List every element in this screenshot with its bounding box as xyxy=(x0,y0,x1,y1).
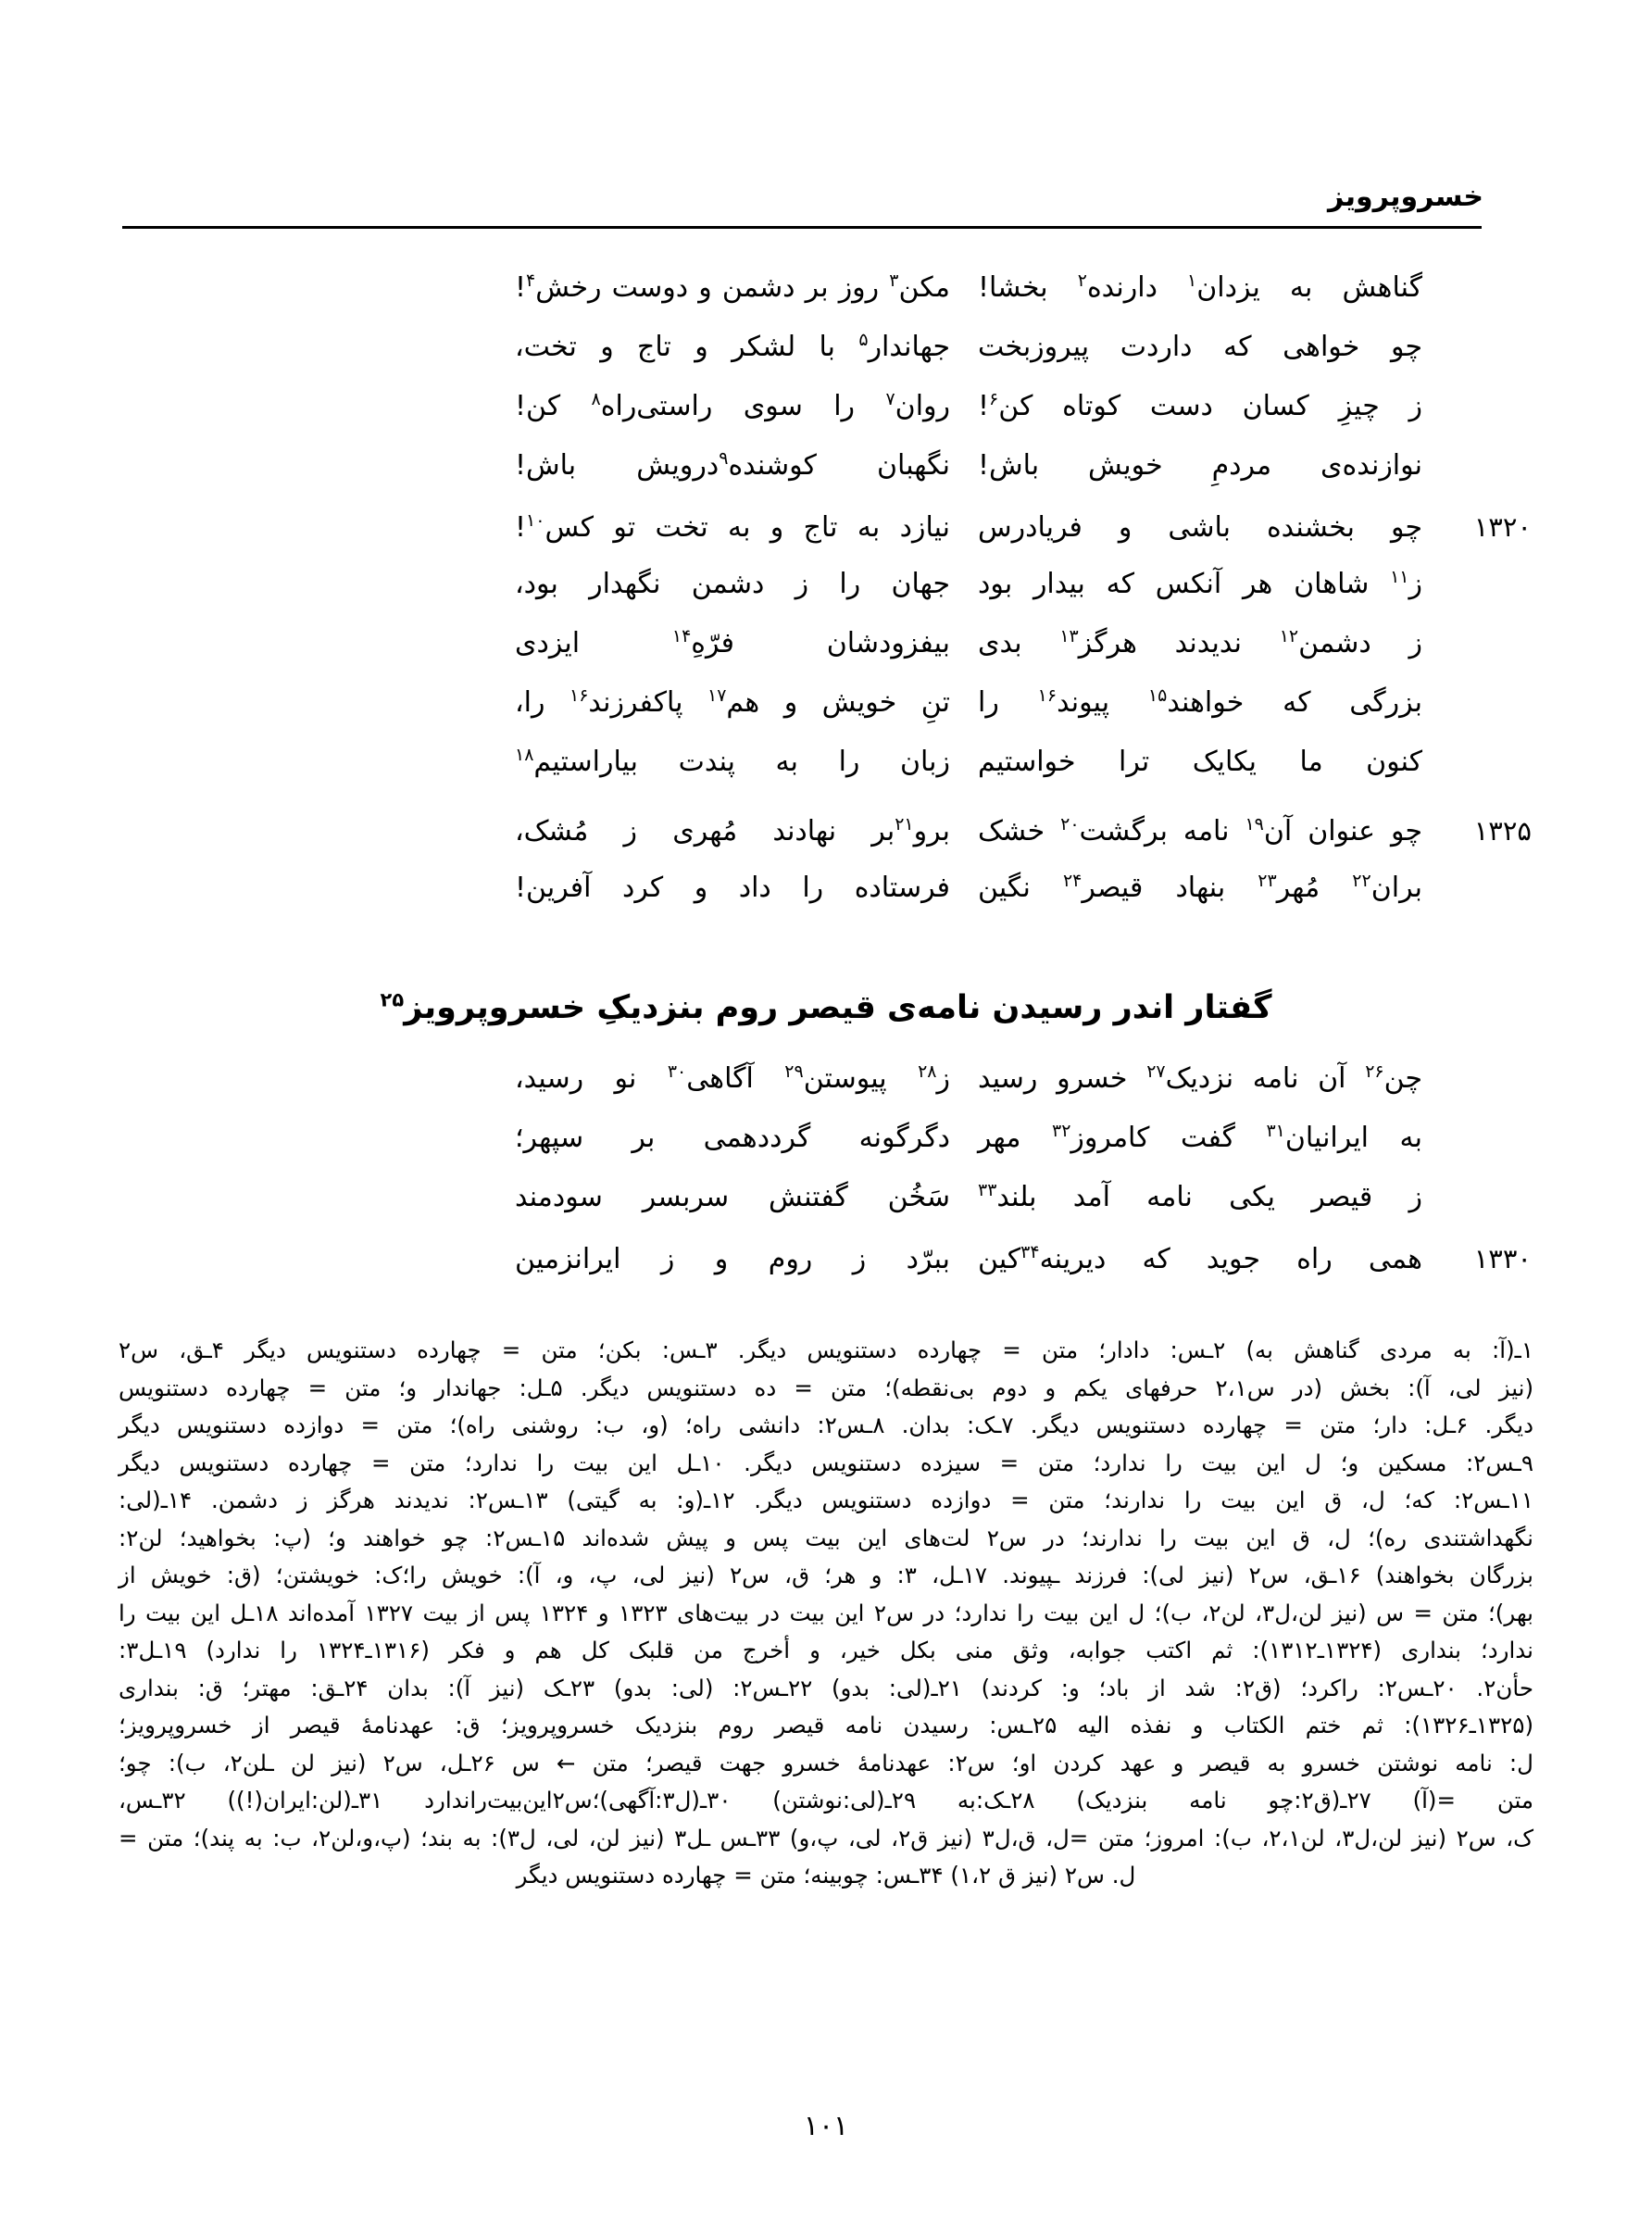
hemistich-first: ز قیصر یکی نامه آمد بلند$^{۳۳}$ xyxy=(978,1180,1422,1213)
hemistich-second: بیفزودشان فرّهِ$^{۱۴}$ ایزدی xyxy=(515,626,950,659)
note-marker: ۵ xyxy=(858,330,869,350)
hemistich-first: چو عنوان آن$^{۱۹}$ نامه برگشت$^{۲۰}$ خشک xyxy=(978,814,1422,847)
note-marker: ۲۳ xyxy=(1258,871,1277,891)
hemistich-second: روان$^۷$ را سوی راستی‌راه$^۸$ کن! xyxy=(515,389,950,422)
note-marker: ۱۲ xyxy=(1279,626,1299,646)
note-marker: ۳۰ xyxy=(667,1061,687,1082)
apparatus-line: دیگر. ۶ـل: دار؛ متن = چهارده دستنویس دیگر. ۷ـک: بدان. ۸ـس۲: دانشی راه؛ (و، ب: روشنی راه)؛ متن = دوازده دستنویس دیگر xyxy=(119,1412,1534,1438)
running-head-rule xyxy=(122,226,1482,229)
verse-couplet xyxy=(120,685,1532,748)
hemistich-second: تنِ خویش و هم$^{۱۷}$ پاکفرزند$^{۱۶}$ را، xyxy=(515,685,950,719)
hemistich-second: زبان را به پندت بیاراستیم$^{۱۸}$ xyxy=(515,745,950,778)
apparatus-line: ۹ـس۲: مسکین و؛ ل این بیت را ندارد؛ متن = سیزده دستنویس دیگر. ۱۰ـل این بیت را ندارد؛ متن = چهارده دستنویس دیگر xyxy=(119,1449,1533,1476)
hemistich-second: دگرگونه گرددهمی بر سپهر؛ xyxy=(515,1122,950,1154)
verse-couplet xyxy=(120,1243,1532,1302)
hemistich-second: نیازد به تاج و به تخت تو کس$^{۱۰}$! xyxy=(515,510,950,544)
note-marker: ۳۳ xyxy=(978,1180,997,1200)
note-marker: ۲۹ xyxy=(784,1061,804,1082)
hemistich-first: بران$^{۲۲}$ مُهر$^{۲۳}$ بنهاد قیصر$^{۲۴}$ نگین xyxy=(978,871,1422,904)
apparatus-line: ندارد؛ بنداری (۱۳۲۴ـ۱۳۱۲): ثم اکتب جوابه، وثق منی بکل خیر، و أخرج من قلبک کل هم و فکر (۱۳۱۶ـ۱۳۲۴ را ندارد) ۱۹ـل۳: xyxy=(119,1637,1533,1663)
hemistich-first: همی راه جوید که دیرینه$^{۳۴}$کین xyxy=(978,1242,1422,1275)
verse-couplet xyxy=(120,567,1532,630)
note-marker: ۳۴ xyxy=(1020,1242,1040,1262)
hemistich-second: فرستاده را داد و کرد آفرین! xyxy=(515,872,950,904)
verse-couplet xyxy=(120,330,1532,393)
verse-couplet xyxy=(120,511,1532,571)
hemistich-second: جهان را ز دشمن نگهدار بود، xyxy=(515,568,950,600)
running-head xyxy=(120,182,1532,237)
hemistich-first: کنون ما یکایک ترا خواستیم xyxy=(978,746,1422,778)
section-heading-note: ۲۵ xyxy=(380,988,405,1011)
verse-couplet xyxy=(120,745,1532,808)
verse-couplet xyxy=(120,1061,1532,1124)
hemistich-first: ز چیزِ کسان دست کوتاه کن$^۶$! xyxy=(978,389,1422,422)
apparatus-criticus xyxy=(119,1332,1533,1895)
note-marker: ۲۷ xyxy=(1146,1061,1166,1082)
note-marker: ۱۴ xyxy=(671,626,692,646)
apparatus-line: متن =(آ) ۲۷ـ(ق۲:چو نامه بنزدیک) ۲۸ـک:به ۲۹ـ(لی:نوشتن) ۳۰ـ(ل۳:آگهی)؛س۲این‌بیت‌راندارد ۳۱ـ(لن:ایران(!)) ۳۲ـس، xyxy=(119,1787,1533,1814)
verse-block-1 xyxy=(120,270,1532,808)
verse-couplet xyxy=(120,815,1532,874)
note-marker: ۲۴ xyxy=(1062,871,1083,891)
note-marker: ۴ xyxy=(526,270,536,291)
apparatus-line: بزرگان بخواهند) ۱۶ـق، س۲ (نیز لی): فرزند ـپیوند. ۱۷ـل، ۳: و هر؛ ق، س۲ (نیز لی، پ، و، آ): خویش را؛ک: خویشتن؛ (ق: خویش از xyxy=(119,1562,1533,1588)
note-marker: ۲۶ xyxy=(1365,1061,1384,1082)
hemistich-second: نگهبان کوشنده$^۹$درویش باش! xyxy=(515,448,950,482)
verse-couplet xyxy=(120,1121,1532,1184)
apparatus-line: نگهداشتندی ره)؛ ل، ق این بیت را ندارند؛ در س۲ لت‌های این بیت پس و پیش شده‌اند ۱۵ـس۲: چو خواهند و؛ (پ: بخواهید؛ لن۲: xyxy=(119,1524,1533,1551)
apparatus-line: بهر)؛ متن = س (نیز لن،ل۳، لن۲، ب)؛ ل این بیت را ندارد؛ در س۲ این بیت در بیت‌های ۱۳۲۳ و ۱۳۲۴ پس از بیت ۱۳۲۷ آمده‌اند ۱۸ـل این بیت را xyxy=(119,1599,1533,1626)
note-marker: ۳۱ xyxy=(1266,1121,1285,1141)
verse-couplet xyxy=(120,389,1532,452)
note-marker: ۱۵ xyxy=(1147,685,1168,706)
apparatus-line: (نیز لی، آ): بخش (در س۲،۱ حرفهای یکم و دوم بی‌نقطه)؛ متن = ده دستنویس دیگر. ۵ـل: جهاندار و؛ متن = چهارده دستنویس xyxy=(119,1374,1534,1401)
note-marker: ۱۱ xyxy=(1390,567,1409,587)
folio-number: ۱۰۱ xyxy=(803,2110,849,2142)
note-marker: ۲۰ xyxy=(1060,814,1080,835)
hemistich-first: چو خواهی که داردت پیروزبخت xyxy=(978,331,1422,363)
note-marker: ۲۸ xyxy=(918,1061,937,1082)
note-marker: ۲۲ xyxy=(1352,871,1371,891)
apparatus-line: ۱ـ(آ: به مردی گناهش به) ۲ـس: دادار؛ متن = چهارده دستنویس دیگر. ۳ـس: بکن؛ متن = چهارده دستنویس دیگر ۴ـق، س۲ xyxy=(119,1337,1533,1363)
apparatus-line: ۱۱ـس۲: که؛ ل، ق این بیت را ندارند؛ متن = دوازده دستنویس دیگر. ۱۲ـ(و: به گیتی) ۱۳ـس۲: ندیدند هرگز ز دشمن. ۱۴ـ(لی: xyxy=(119,1487,1534,1513)
hemistich-second: ببرّد ز روم و ز ایرانزمین xyxy=(515,1243,950,1275)
verse-couplet xyxy=(120,626,1532,689)
hemistich-first: چو بخشنده باشی و فریادرس xyxy=(978,511,1422,544)
verse-block-2 xyxy=(120,815,1532,934)
hemistich-first: بزرگی که خواهند$^{۱۵}$ پیوند$^{۱۶}$ را xyxy=(978,685,1422,719)
verse-couplet xyxy=(120,871,1532,934)
hemistich-first: چن$^{۲۶}$ آن نامه نزدیک$^{۲۷}$ خسرو رسید xyxy=(978,1061,1422,1095)
hemistich-second: ز$^{۲۸}$ پیوستن$^{۲۹}$ آگاهی$^{۳۰}$ نو رسید، xyxy=(515,1061,951,1095)
note-marker: ۱۸ xyxy=(515,745,534,765)
hemistich-second: سَخُن گفتنش سربسر سودمند xyxy=(515,1181,950,1213)
note-marker: ۱۹ xyxy=(1245,814,1264,835)
note-marker: ۷ xyxy=(885,389,895,409)
note-marker: ۱۳ xyxy=(1059,626,1079,646)
note-marker: ۹ xyxy=(719,448,729,469)
section-heading-text: گفتار اندر رسیدن نامه‌ی قیصر روم بنزدیکِ خسروپرویز xyxy=(404,989,1272,1026)
note-marker: ۲ xyxy=(1077,270,1087,291)
note-marker: ۲۱ xyxy=(895,814,914,835)
apparatus-line: حأن۲. ۲۰ـس۲: راکرد؛ (ق۲: شد از باد؛ و: کردند) ۲۱ـ(لی: بدو) ۲۲ـس۲: (لی: بدو) ۲۳ـک (نیز آ): بدان ۲۴ـق: مهتر؛ ق: بنداری xyxy=(119,1674,1533,1701)
verse-couplet xyxy=(120,1180,1532,1243)
note-marker: ۱ xyxy=(1187,270,1197,291)
hemistich-second: جهاندار$^۵$ با لشکر و تاج و تخت، xyxy=(515,330,950,363)
hemistich-first: نوازنده‌ی مردمِ خویش باش! xyxy=(978,449,1422,482)
apparatus-line: (۱۳۲۵ـ۱۳۲۶): ثم ختم الکتاب و نفذه الیه ۲۵ـس: رسیدن نامه قیصر روم بنزدیک خسروپرویز؛ ق: عهدنامۀ قیصر از خسروپرویز؛ xyxy=(119,1712,1533,1738)
running-head-title: خسروپرویز xyxy=(1328,181,1483,213)
hemistich-first: ز$^{۱۱}$ شاهان هر آنکس که بیدار بود xyxy=(978,567,1422,600)
apparatus-line: ل. س۲ (نیز ق ۱،۲) ۳۴ـس: چوبینه؛ متن = چهارده دستنویس دیگر xyxy=(516,1862,1136,1889)
hemistich-first: ز دشمن$^{۱۲}$ ندیدند هرگز$^{۱۳}$ بدی xyxy=(978,626,1422,659)
note-marker: ۱۶ xyxy=(569,685,589,706)
apparatus-line: ل: نامه نوشتن خسرو به قیصر و عهد کردن او؛ س۲: عهدنامۀ خسرو جهت قیصر؛ متن ← س ۲۶ـل، س۲ (نیز لن ـلن۲، ب): چو؛ xyxy=(119,1749,1533,1776)
verse-couplet xyxy=(120,448,1532,511)
hemistich-second: مکن$^۳$ روز بر دشمن و دوست رخش$^۴$! xyxy=(515,270,950,304)
verse-block-3 xyxy=(120,1061,1532,1302)
hemistich-first: گناهش به یزدان$^۱$ دارنده$^۲$ بخشا! xyxy=(978,270,1422,304)
note-marker: ۱۶ xyxy=(1037,685,1058,706)
note-marker: ۸ xyxy=(591,389,601,409)
note-marker: ۳۲ xyxy=(1052,1121,1071,1141)
verse-number: ۱۳۲۵ xyxy=(1473,815,1532,847)
verse-number: ۱۳۳۰ xyxy=(1473,1243,1532,1274)
section-heading xyxy=(120,989,1532,1026)
note-marker: ۶ xyxy=(989,389,999,409)
hemistich-second: برو$^{۲۱}$بر نهادند مُهری ز مُشک، xyxy=(515,814,950,847)
note-marker: ۳ xyxy=(889,270,899,291)
apparatus-line: ک، س۲ (نیز لن،ل۳، لن۲،۱، ب): امروز؛ متن =ل، ق،ل۳ (نیز ق۲، لی، پ،و) ۳۳ـس ـل۳ (نیز لن، لی، ل۳): به بند؛ (پ،و،لن۲، ب: به پند)؛ متن = xyxy=(119,1824,1534,1851)
verse-couplet xyxy=(120,270,1532,333)
note-marker: ۱۷ xyxy=(707,685,727,706)
hemistich-first: به ایرانیان$^{۳۱}$ گفت کامروز$^{۳۲}$ مهر xyxy=(978,1121,1422,1154)
note-marker: ۱۰ xyxy=(526,510,545,531)
verse-number: ۱۳۲۰ xyxy=(1473,511,1532,543)
